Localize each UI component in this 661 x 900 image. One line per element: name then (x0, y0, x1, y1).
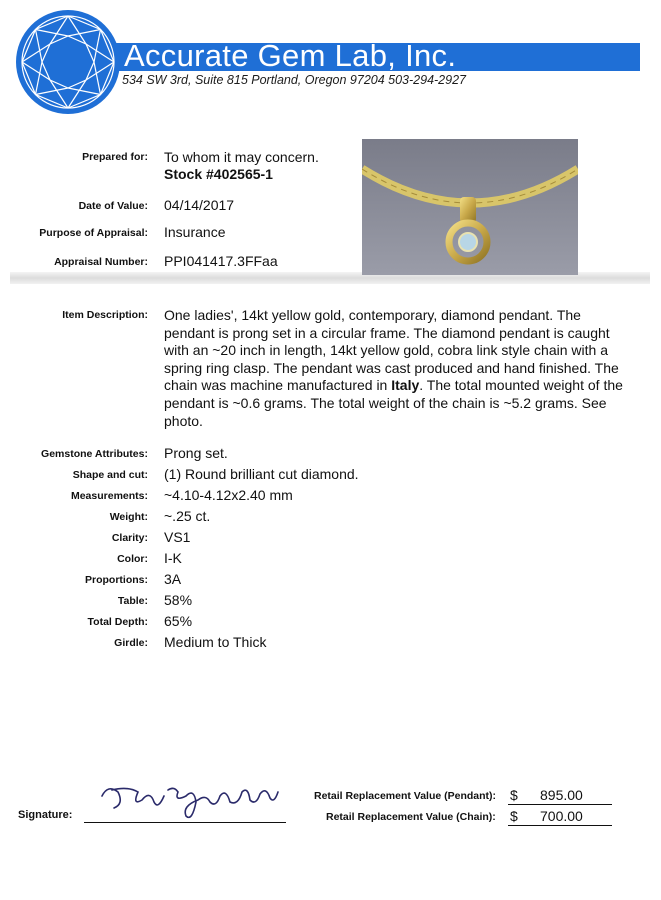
item-description (164, 307, 634, 430)
date-value: 04/14/2017 (164, 197, 235, 213)
attr-value: ~.25 ct. (164, 508, 211, 524)
pendant-value-line (508, 804, 612, 805)
attr-label: Shape and cut: (72, 469, 148, 481)
attr-value: (1) Round brilliant cut diamond. (164, 466, 359, 482)
stock-number: Stock #402565-1 (164, 166, 273, 182)
prepared-for-label: Prepared for: (82, 151, 148, 163)
pendant-photo (362, 139, 578, 275)
pendant-currency: $ (510, 787, 518, 803)
appraisal-number-label: Appraisal Number: (54, 256, 148, 268)
attr-value: 3A (164, 571, 182, 587)
attr-label: Girdle: (114, 637, 148, 649)
attr-value: VS1 (164, 529, 191, 545)
company-address: 534 SW 3rd, Suite 815 Portland, Oregon 97204 503-294-2927 (122, 73, 466, 87)
signature-line (84, 822, 286, 823)
item-country: Italy (391, 377, 420, 394)
chain-value-label: Retail Replacement Value (Chain): (326, 811, 496, 823)
attr-value: ~4.10-4.12x2.40 mm (164, 487, 293, 503)
item-description-text-2: . The total mounted weight of the pendant is ~0.6 grams. The total weight of the chain is ~5.2 grams. See photo. (164, 377, 623, 429)
attr-label: Total Depth: (87, 616, 148, 628)
item-description-label: Item Description: (62, 309, 148, 321)
purpose-label: Purpose of Appraisal: (39, 227, 148, 239)
pendant-value: 895.00 (540, 787, 583, 803)
attr-label: Gemstone Attributes: (41, 448, 148, 460)
attr-label: Proportions: (85, 574, 148, 586)
signature-label: Signature: (18, 809, 73, 821)
attr-label: Weight: (109, 511, 148, 523)
attr-value: Prong set. (164, 445, 228, 461)
appraisal-number-value: PPI041417.3FFaa (164, 253, 278, 269)
attr-value: I-K (164, 550, 182, 566)
attr-label: Color: (117, 553, 148, 565)
attr-label: Clarity: (111, 532, 148, 544)
attr-value: Medium to Thick (164, 634, 267, 650)
attr-label: Table: (117, 595, 148, 607)
company-name: Accurate Gem Lab, Inc. (124, 38, 457, 73)
pendant-value-label: Retail Replacement Value (Pendant): (314, 790, 497, 802)
purpose-value: Insurance (164, 224, 226, 240)
item-description-text-1: One ladies', 14kt yellow gold, contemporary, diamond pendant. The pendant is prong set in a circular frame. The diamond pendant is caught with an ~20 inch in length, 14kt yellow gold, cobra link style chain with a spring ring clasp. The pendant was cast produced and hand finished. The chain was machine manufactured in (164, 307, 619, 394)
date-label: Date of Value: (78, 200, 148, 212)
attr-value: 58% (164, 592, 193, 608)
prepared-for-value: To whom it may concern. (164, 149, 319, 165)
chain-currency: $ (510, 808, 518, 824)
diamond-logo-icon (14, 8, 122, 116)
attr-label: Measurements: (70, 490, 148, 502)
chain-value-line (508, 825, 612, 826)
handwritten-signature (98, 782, 280, 826)
attr-value: 65% (164, 613, 193, 629)
chain-value: 700.00 (540, 808, 583, 824)
